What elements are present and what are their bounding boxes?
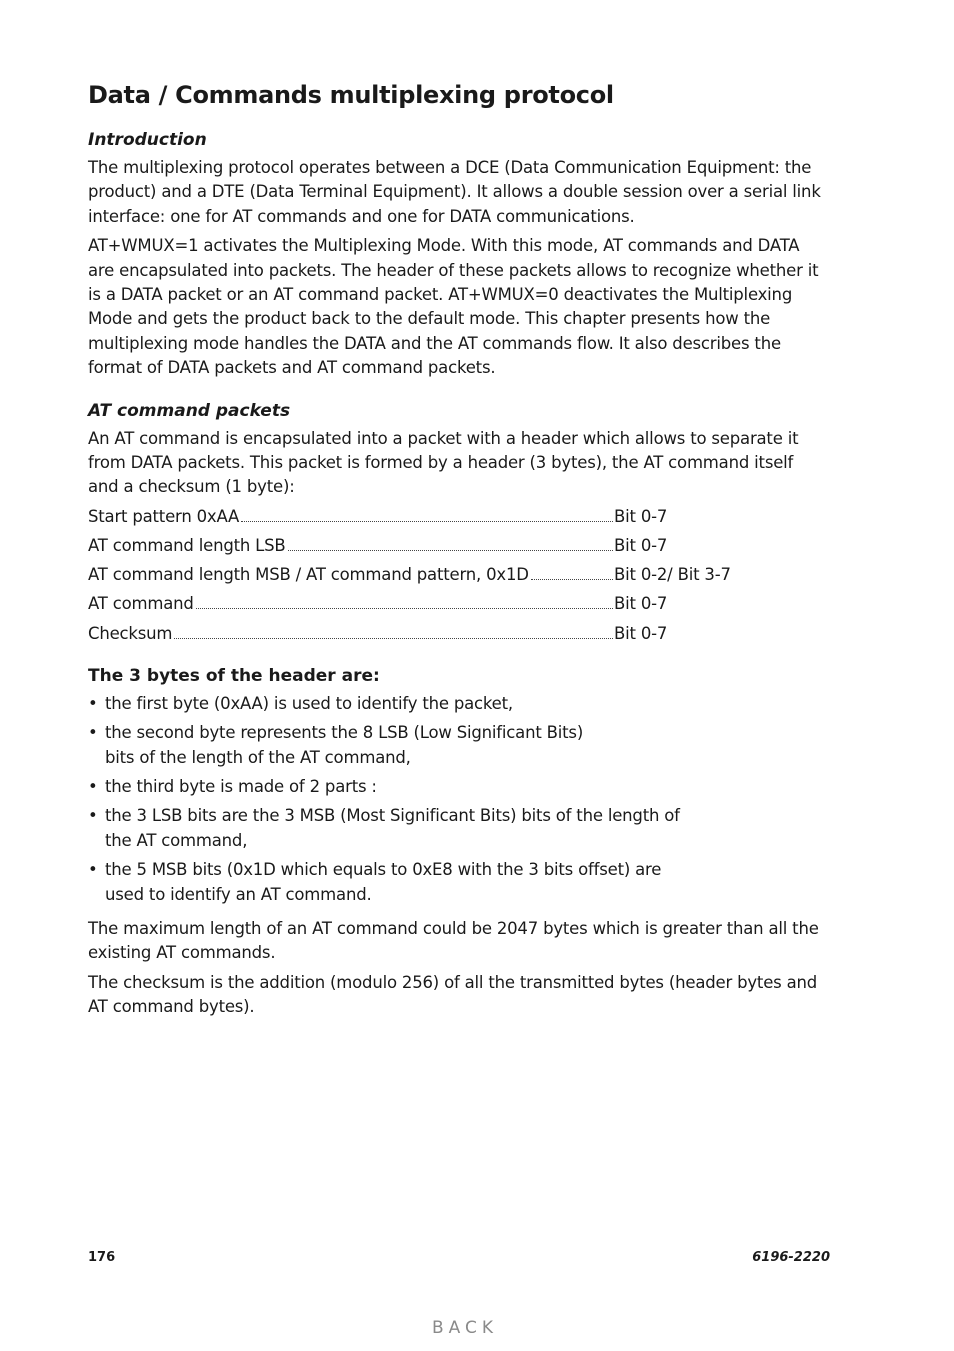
list-item: • the first byte (0xAA) is used to identify the packet, [88, 692, 688, 716]
list-item: • the second byte represents the 8 LSB (Low Significant Bits) bits of the length of the AT command, [88, 723, 584, 767]
packet-field-row [88, 622, 738, 651]
page-number: 176 [88, 1250, 116, 1265]
intro-paragraph-2: AT+WMUX=1 activates the Multiplexing Mode. With this mode, AT commands and DATA are encapsulated into packets. The header of these packets allows to recognize whether it is a DATA packet or an AT command packet. AT+WMUX=0 deactivates the Multiplexing Mode and gets the product back to the default mode. This chapter presents how the multiplexing mode handles the DATA and the AT commands flow. It also describes the format of DATA packets and AT command packets. [88, 236, 819, 378]
header-bytes-heading: The 3 bytes of the header are: [88, 665, 380, 686]
packet-field-row [88, 505, 738, 534]
packet-field-row [88, 563, 738, 592]
at-packets-paragraph: An AT command is encapsulated into a packet with a header which allows to separate it from DATA packets. This packet is formed by a header (3 bytes), the AT command itself and a checksum (1 byte): [88, 428, 799, 497]
dot-leader [196, 607, 613, 609]
dot-leader [531, 578, 613, 580]
list-item: • the 5 MSB bits (0x1D which equals to 0xE8 with the 3 bits offset) are used to identify an AT command. [88, 860, 662, 904]
list-item: • the third byte is made of 2 parts : [88, 775, 688, 799]
field-label: AT command [88, 594, 194, 614]
field-bits: Bit 0-7 [614, 623, 668, 643]
field-label: Start pattern 0xAA [88, 506, 240, 526]
field-bits: Bit 0-2/ Bit 3-7 [614, 565, 731, 585]
field-bits: Bit 0-7 [614, 506, 668, 526]
field-label: Checksum [88, 623, 173, 643]
intro-paragraph-1: The multiplexing protocol operates between a DCE (Data Communication Equipment: the product) and a DTE (Data Terminal Equipment). It allows a double session over a serial link interface: one for AT commands and one for DATA communications. [88, 158, 821, 226]
bullet-icon: • [88, 693, 98, 713]
introduction-heading: Introduction [88, 130, 207, 150]
packet-field-list [88, 505, 828, 651]
page-content [88, 78, 828, 1025]
field-label: AT command length MSB / AT command pattern, 0x1D [88, 565, 529, 585]
field-bits: Bit 0-7 [614, 594, 668, 614]
document-number: 6196-2220 [752, 1250, 830, 1265]
at-command-packets-heading: AT command packets [88, 400, 291, 421]
bullet-icon: • [88, 860, 98, 880]
packet-field-row [88, 592, 738, 621]
bullet-icon: • [88, 777, 98, 797]
checksum-paragraph: The checksum is the addition (modulo 256) of all the transmitted bytes (header bytes and AT command bytes). [88, 972, 818, 1017]
field-bits: Bit 0-7 [614, 536, 668, 556]
dot-leader [288, 549, 613, 551]
dot-leader [241, 520, 613, 522]
bullet-icon: • [88, 723, 98, 743]
max-length-paragraph: The maximum length of an AT command could be 2047 bytes which is greater than all the existing AT commands. [88, 919, 819, 963]
back-link[interactable]: BACK [431, 1318, 498, 1338]
header-bytes-list [88, 692, 688, 907]
packet-field-row [88, 534, 738, 563]
list-item: • the 3 LSB bits are the 3 MSB (Most Significant Bits) bits of the length of the AT command, [88, 806, 680, 850]
page-title: Data / Commands multiplexing protocol [88, 81, 614, 109]
field-label: AT command length LSB [88, 536, 286, 556]
dot-leader [174, 637, 613, 639]
bullet-icon: • [88, 806, 98, 826]
